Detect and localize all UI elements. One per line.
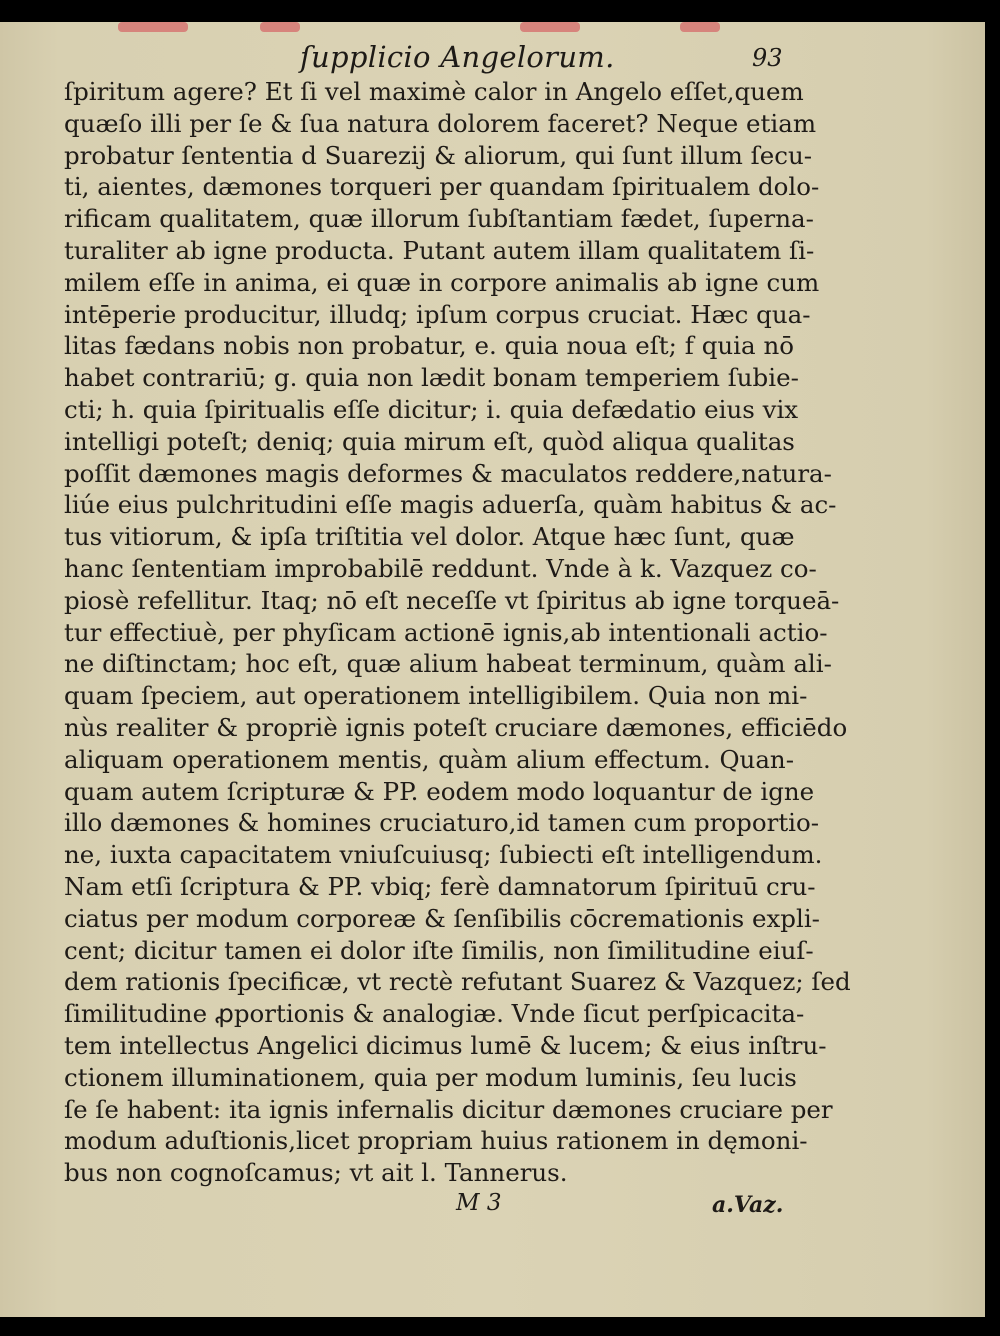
text-line: cti; h. quia ſpiritualis eſſe dicitur; i. quia defædatio eius vix xyxy=(64,394,799,424)
text-line: cent; dicitur tamen ei dolor iſte ſimilis, non ſimilitudine eiuſ- xyxy=(64,935,814,965)
text-line: quam ſpeciem, aut operationem intelligibilem. Quia non mi- xyxy=(64,681,808,711)
text-line: litas fædans nobis non probatur, e. quia noua eſt; f quia nō xyxy=(64,331,794,361)
text-line: probatur ſententia d Suarezij & aliorum, qui ſunt illum ſecu- xyxy=(64,140,813,170)
text-line: quæſo illi per ſe & ſua natura dolorem faceret? Neque etiam xyxy=(64,108,817,138)
text-line: ne diſtinctam; hoc eſt, quæ alium habeat terminum, quàm ali- xyxy=(64,649,832,679)
red-page-edge xyxy=(680,22,720,32)
text-line: hanc ſententiam improbabilē reddunt. Vnde à k. Vazquez co- xyxy=(64,553,817,583)
text-line: bus non cognoſcamus; vt ait l. Tannerus. xyxy=(64,1158,568,1188)
page-footer xyxy=(0,1184,985,1224)
page-number: 93 xyxy=(752,44,783,72)
text-line: intēperie producitur, illudq; ipſum corpus cruciat. Hæc qua- xyxy=(64,299,811,329)
text-line: aliquam operationem mentis, quàm alium effectum. Quan- xyxy=(64,744,794,774)
text-line: rificam qualitatem, quæ illorum ſubſtantiam fædet, ſuperna- xyxy=(64,204,814,234)
text-line: ſpiritum agere? Et ſi vel maximè calor in Angelo eſſet,quem xyxy=(64,77,804,106)
text-line: modum aduſtionis,licet propriam huius rationem in dęmoni- xyxy=(64,1126,808,1156)
text-line: tur effectiuè, per phyſicam actionē ignis,ab intentionali actio- xyxy=(64,617,828,647)
text-line: turaliter ab igne producta. Putant autem illam qualitatem ſi- xyxy=(64,235,815,265)
catchword: a.Vaz. xyxy=(712,1192,784,1218)
text-line: ne, iuxta capacitatem vniuſcuiusq; ſubiecti eſt intelligendum. xyxy=(64,840,823,870)
text-line: ti, aientes, dæmones torqueri per quandam ſpiritualem dolo- xyxy=(64,172,820,202)
text-line: piosè refellitur. Itaq; nō eſt neceſſe vt ſpiritus ab igne torqueā- xyxy=(64,585,840,615)
text-line: ctionem illuminationem, quia per modum luminis, ſeu lucis xyxy=(64,1062,797,1092)
text-line: quam autem ſcripturæ & PP. eodem modo loquantur de igne xyxy=(64,776,815,806)
page-header xyxy=(0,32,985,82)
text-line: nùs realiter & propriè ignis poteſt cruciare dæmones, efficiēdo xyxy=(64,712,848,742)
text-line: poſſit dæmones magis deformes & maculatos reddere,natura- xyxy=(64,458,832,488)
body-text xyxy=(64,76,851,1189)
text-line: milem eſſe in anima, ei quæ in corpore animalis ab igne cum xyxy=(64,267,820,297)
book-page xyxy=(0,22,985,1317)
text-line: liúe eius pulchritudini eſſe magis aduerſa, quàm habitus & ac- xyxy=(64,490,837,520)
text-line: ſe ſe habent: ita ignis infernalis dicitur dæmones cruciare per xyxy=(64,1094,833,1124)
text-line: habet contrariū; g. quia non lædit bonam temperiem ſubie- xyxy=(64,363,799,393)
signature-mark: M 3 xyxy=(456,1190,502,1216)
text-line: ciatus per modum corporeæ & ſenſibilis cōcremationis expli- xyxy=(64,903,820,933)
text-line: ſimilitudine ꝓportionis & analogiæ. Vnde ſicut perſpicacita- xyxy=(64,999,805,1029)
red-page-edge xyxy=(520,22,580,32)
text-line: dem rationis ſpecificæ, vt rectè refutant Suarez & Vazquez; ſed xyxy=(64,967,851,997)
text-line: intelligi poteſt; deniq; quia mirum eſt, quòd aliqua qualitas xyxy=(64,426,795,456)
text-line: tus vitiorum, & ipſa triſtitia vel dolor. Atque hæc ſunt, quæ xyxy=(64,522,795,552)
text-line: Nam etſi ſcriptura & PP. vbiq; ferè damnatorum ſpirituū cru- xyxy=(64,871,816,901)
red-page-edge xyxy=(260,22,300,32)
text-line: tem intellectus Angelici dicimus lumē & lucem; & eius inſtru- xyxy=(64,1030,827,1060)
running-head: ſupplicio Angelorum. xyxy=(300,40,615,74)
text-line: illo dæmones & homines cruciaturo,id tamen cum proportio- xyxy=(64,808,820,838)
red-page-edge xyxy=(118,22,188,32)
